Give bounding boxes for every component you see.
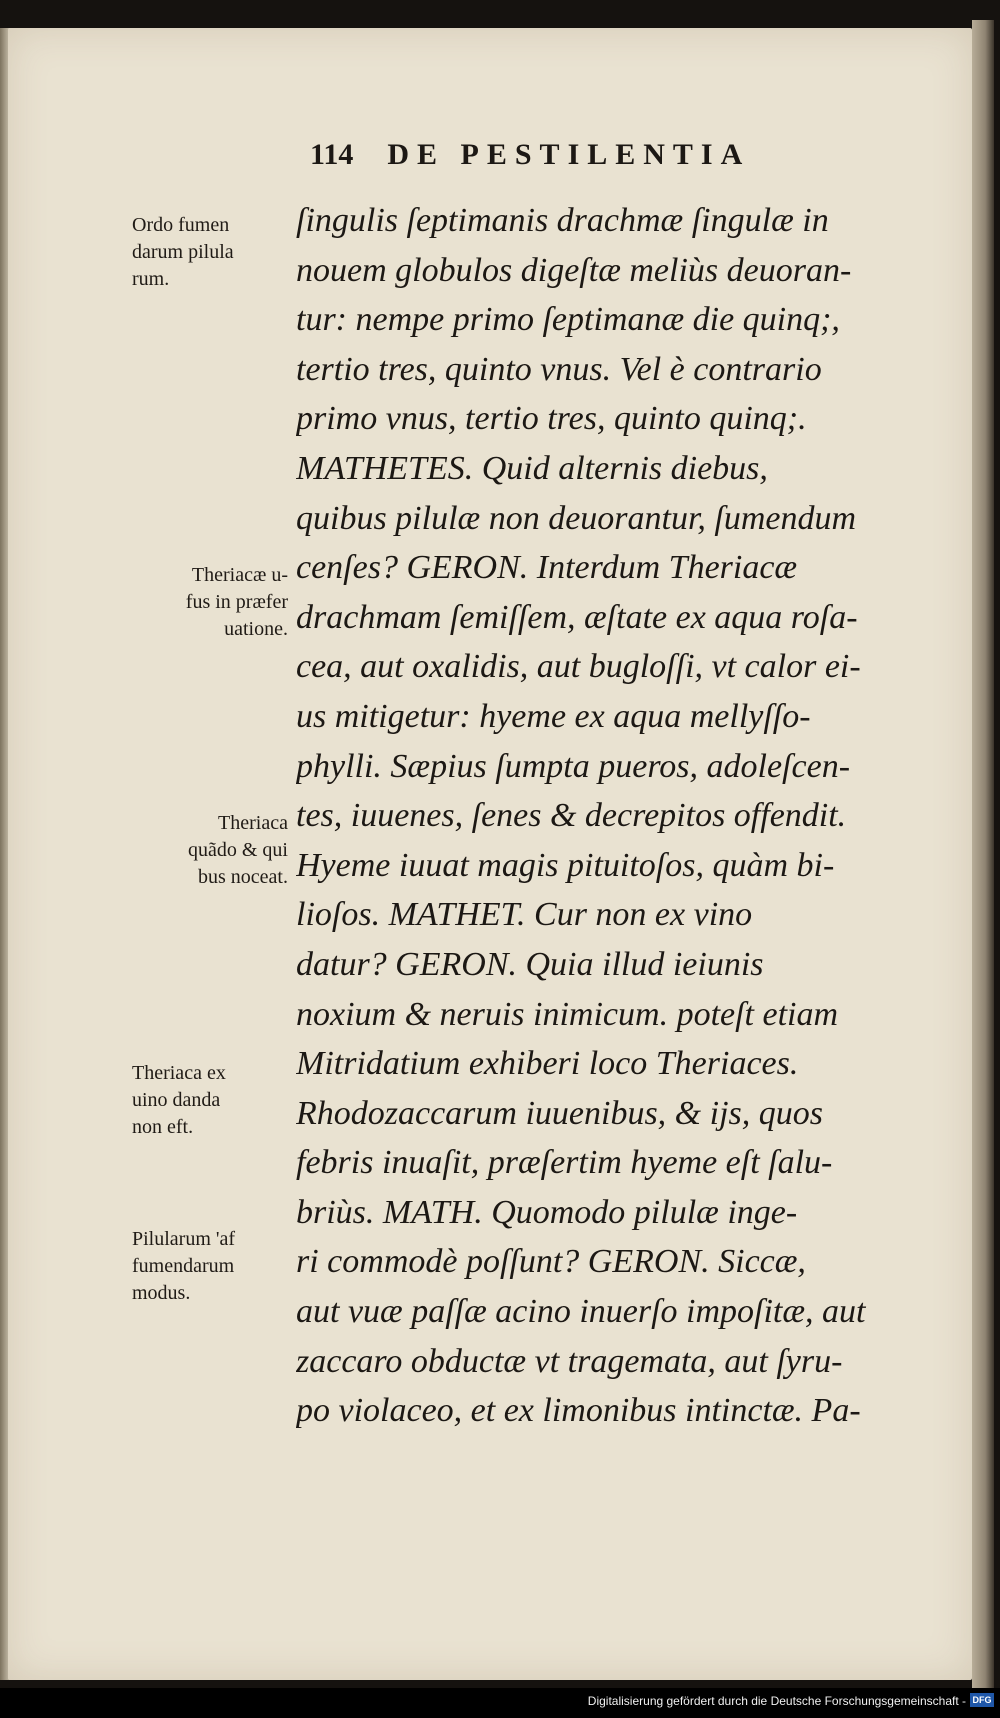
text-line: zaccaro obductæ vt tragemata, aut ſyru- bbox=[296, 1342, 843, 1380]
running-title: DE PESTILENTIA bbox=[387, 138, 751, 171]
margin-note-line: rum. bbox=[132, 268, 170, 290]
margin-note-ordo bbox=[132, 212, 292, 293]
text-line: datur? GERON. Quia illud ieiunis bbox=[296, 945, 764, 983]
text-line: us mitigetur: hyeme ex aqua mellyſſo- bbox=[296, 697, 811, 735]
margin-note-theriacae-usus bbox=[132, 562, 288, 643]
margin-note-line: Theriaca bbox=[218, 812, 288, 834]
margin-note-theriaca-quando bbox=[132, 810, 288, 891]
text-line: lioſos. MATHET. Cur non ex vino bbox=[296, 896, 753, 934]
text-line: nouem globulos digeſtæ meliùs deuoran- bbox=[296, 251, 852, 289]
margin-note-line: Pilularum 'af bbox=[132, 1228, 236, 1250]
margin-note-line: fumendarum bbox=[132, 1255, 235, 1277]
text-line: primo vnus, tertio tres, quinto quinq;. bbox=[296, 400, 807, 438]
margin-note-line: uatione. bbox=[224, 618, 288, 640]
text-line: tur: nempe primo ſeptimanæ die quinq;, bbox=[296, 301, 840, 339]
text-line: Rhodozaccarum iuuenibus, & ijs, quos bbox=[296, 1094, 823, 1132]
text-line: ſingulis ſeptimanis drachmæ ſingulæ in bbox=[296, 202, 829, 239]
margin-note-line: Ordo fumen bbox=[132, 214, 230, 236]
text-line: aut vuæ paſſæ acino inuerſo impoſitæ, aut bbox=[296, 1293, 866, 1331]
text-line: ri commodè poſſunt? GERON. Siccæ, bbox=[296, 1243, 806, 1281]
text-line: briùs. MATH. Quomodo pilulæ inge- bbox=[296, 1193, 798, 1231]
margin-note-line: modus. bbox=[132, 1282, 191, 1304]
text-line: quibus pilulæ non deuorantur, ſumendum bbox=[296, 499, 857, 537]
footer-credit: Digitalisierung gefördert durch die Deutsche Forschungsgemeinschaft - bbox=[587, 1694, 966, 1708]
text-line: cenſes? GERON. Interdum Theriacæ bbox=[296, 549, 798, 587]
margin-note-line: Theriaca ex bbox=[132, 1062, 226, 1084]
text-line: noxium & neruis inimicum. poteſt etiam bbox=[296, 995, 839, 1033]
margin-note-line: uino danda bbox=[132, 1089, 221, 1111]
text-line: po violaceo, et ex limonibus intinctæ. Pa- bbox=[296, 1392, 861, 1430]
margin-note-pilularum-modus bbox=[132, 1226, 292, 1307]
page-number: 114 bbox=[310, 138, 354, 171]
text-line: tes, iuuenes, ſenes & decrepitos offendit. bbox=[296, 797, 847, 835]
margin-note-line: Theriacæ u- bbox=[191, 564, 288, 586]
margin-note-line: non eft. bbox=[132, 1116, 194, 1138]
text-line: drachmam ſemiſſem, æſtate ex aqua roſa- bbox=[296, 598, 858, 636]
main-text-block bbox=[296, 196, 941, 1436]
text-line: cea, aut oxalidis, aut bugloſſi, vt calor ei- bbox=[296, 648, 861, 686]
text-line: tertio tres, quinto vnus. Vel è contrario bbox=[296, 350, 822, 388]
dfg-logo: DFG bbox=[970, 1693, 994, 1707]
margin-note-line: darum pilula bbox=[132, 241, 234, 263]
page-edge-right bbox=[972, 20, 994, 1688]
text-line: phylli. Sæpius ſumpta pueros, adoleſcen- bbox=[296, 747, 851, 785]
text-line: Mitridatium exhiberi loco Theriaces. bbox=[296, 1045, 799, 1083]
margin-note-line: quãdo & qui bbox=[188, 839, 288, 861]
margin-note-line: bus noceat. bbox=[198, 866, 288, 888]
running-head bbox=[310, 138, 870, 172]
text-line: febris inuaſit, præſertim hyeme eſt ſalu- bbox=[296, 1144, 833, 1182]
margin-note-theriaca-ex-vino bbox=[132, 1060, 292, 1141]
text-line: Hyeme iuuat magis pituitoſos, quàm bi- bbox=[296, 846, 835, 884]
margin-note-line: fus in præfer bbox=[185, 591, 288, 613]
text-line: MATHETES. Quid alternis diebus, bbox=[296, 449, 768, 487]
